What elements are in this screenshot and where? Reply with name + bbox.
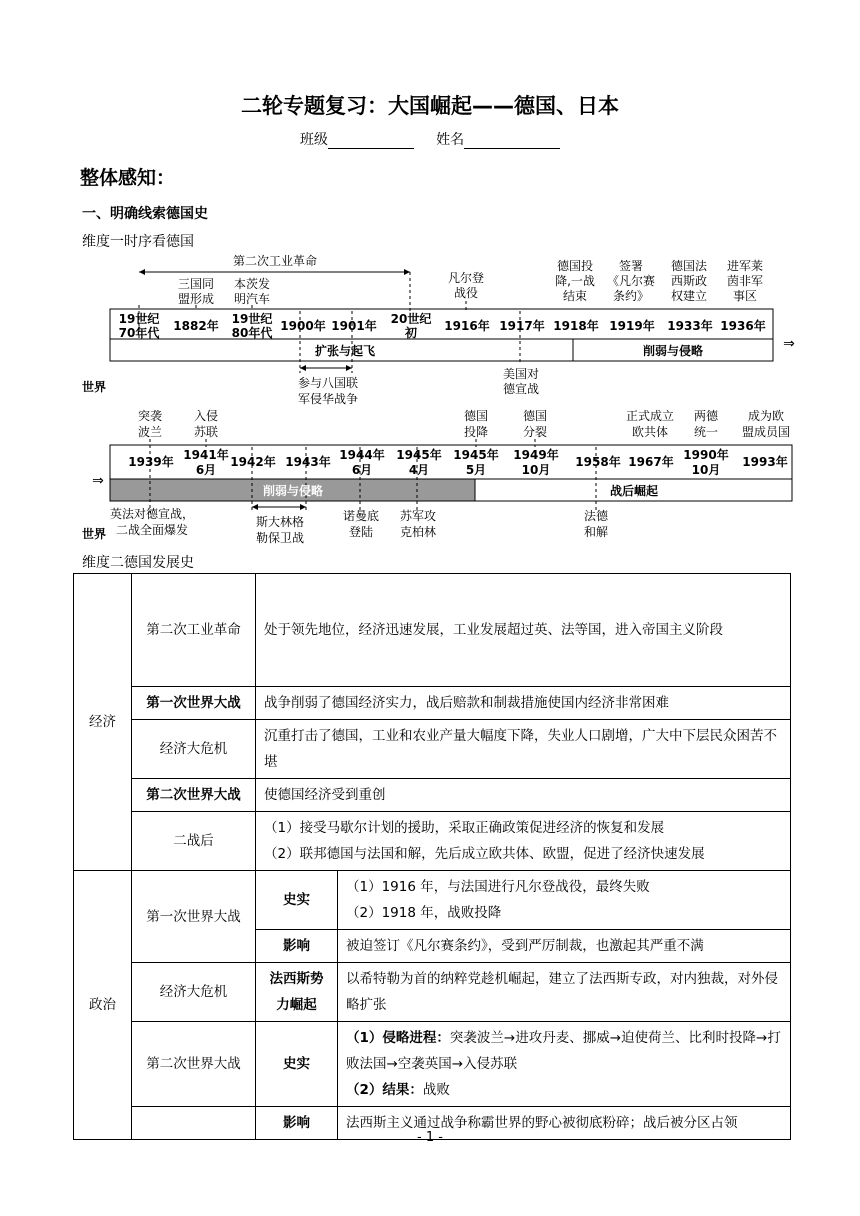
table-row — [74, 574, 791, 687]
content-cell: 战争削弱了德国经济实力，战后赔款和制裁措施使国内经济非常困难 — [256, 687, 791, 720]
date-label: 19世纪 — [231, 312, 273, 326]
dimension-one-heading: 维度一时序看德国 — [82, 234, 194, 250]
event-label: 突袭 — [137, 409, 163, 423]
date-label: 1917年 — [499, 319, 545, 333]
content-line: （1）接受马歇尔计划的援助，采取正确政策促进经济的恢复和发展 — [264, 820, 665, 836]
content-line-text: 战败 — [422, 1082, 450, 1098]
event-label: 签署 — [618, 259, 644, 273]
date-label: 1944年 — [339, 448, 385, 462]
table-row — [74, 1022, 791, 1107]
topic-cell: 第二次工业革命 — [132, 574, 256, 687]
content-cell: 使德国经济受到重创 — [256, 779, 791, 812]
content-line — [346, 1077, 782, 1103]
date-label: 1958年 — [575, 455, 621, 469]
timeline-germany-2 — [0, 405, 860, 555]
below-label: 勒保卫战 — [255, 531, 305, 545]
event-label: 苏联 — [193, 425, 219, 439]
page-number: - 1 - — [417, 1130, 443, 1145]
event-label: 本茨发 — [233, 277, 271, 291]
date-label: 1967年 — [628, 455, 674, 469]
below-label: 斯大林格 — [255, 515, 305, 529]
content-cell — [338, 1022, 791, 1107]
topic-cell: 第一次世界大战 — [132, 687, 256, 720]
event-label: 德国 — [463, 409, 489, 423]
date-label: 70年代 — [118, 326, 160, 340]
date-label: 10月 — [521, 463, 551, 477]
date-label: 1882年 — [173, 319, 219, 333]
world-label: 世界 — [82, 527, 107, 541]
content-cell: 处于领先地位，经济迅速发展，工业发展超过英、法等国，进入帝国主义阶段 — [256, 574, 791, 687]
sub-label-line: 力崛起 — [276, 997, 317, 1013]
date-label: 6月 — [195, 463, 217, 477]
event-label: 明汽车 — [233, 292, 271, 306]
topic-cell: 第二次世界大战 — [132, 1022, 256, 1107]
content-cell — [256, 812, 791, 871]
below-label: 德宣战 — [502, 382, 540, 396]
event-label: 欧共体 — [631, 425, 669, 439]
content-cell — [338, 871, 791, 930]
date-label: 1943年 — [285, 455, 331, 469]
date-label: 1945年 — [453, 448, 499, 462]
sub-label-line: 法西斯势 — [269, 971, 324, 987]
date-label: 20世纪 — [390, 312, 432, 326]
below-label: 诺曼底 — [342, 509, 380, 523]
sub-label-cell: 影响 — [256, 1107, 338, 1140]
below-label: 法德 — [583, 509, 609, 523]
arrow-right-icon — [300, 504, 306, 510]
date-label: 5月 — [465, 463, 487, 477]
event-label: 德国法 — [670, 259, 708, 273]
date-label: 19世纪 — [118, 312, 160, 326]
topic-cell: 二战后 — [132, 812, 256, 871]
event-label: 结束 — [562, 289, 588, 303]
date-label: 1936年 — [720, 319, 766, 333]
event-label: 盟成员国 — [741, 425, 791, 439]
name-blank — [464, 134, 560, 149]
below-label: 登陆 — [348, 525, 374, 539]
content-cell: 沉重打击了德国，工业和农业产量大幅度下降，失业人口剧增，广大中下层民众困苦不堪 — [256, 720, 791, 779]
below-label: 英法对德宣战， — [109, 507, 195, 521]
dimension-two-heading: 维度二德国发展史 — [82, 555, 194, 571]
table-row — [74, 687, 791, 720]
class-label: 班级 — [299, 132, 328, 148]
below-label: 参与八国联 — [297, 376, 359, 390]
below-label: 克柏林 — [399, 525, 437, 539]
event-label: 入侵 — [193, 409, 219, 423]
event-label: 德国投 — [556, 259, 594, 273]
event-label: 进军莱 — [726, 259, 764, 273]
stage-expand-label: 扩张与起飞 — [314, 344, 376, 358]
date-label: 1945年 — [396, 448, 442, 462]
event-label: 《凡尔赛 — [606, 274, 656, 288]
event-label: 三国同 — [177, 277, 215, 291]
arrow-right-icon: ⇒ — [783, 336, 795, 352]
event-label: 战役 — [453, 286, 479, 300]
event-label: 波兰 — [137, 425, 163, 439]
content-line-label: （2）结果： — [346, 1082, 423, 1098]
table-row — [74, 779, 791, 812]
event-label: 权建立 — [670, 289, 708, 303]
sub-label-cell: 史实 — [256, 871, 338, 930]
below-label: 二战全面爆发 — [115, 523, 189, 537]
event-label: 两德 — [693, 409, 719, 423]
content-cell: 被迫签订《凡尔赛条约》，受到严厉制裁，也激起其严重不满 — [338, 930, 791, 963]
date-label: 初 — [404, 326, 418, 340]
event-label: 成为欧 — [747, 409, 785, 423]
topic-cell: 经济大危机 — [132, 720, 256, 779]
section-heading: 整体感知： — [80, 167, 176, 189]
event-label: 正式成立 — [625, 409, 675, 423]
event-label: 茵非军 — [726, 274, 764, 288]
event-label: 统一 — [693, 425, 719, 439]
date-label: 80年代 — [231, 326, 273, 340]
date-label: 1990年 — [683, 448, 729, 462]
content-cell: 以希特勒为首的纳粹党趁机崛起，建立了法西斯专政，对内独裁，对外侵略扩张 — [338, 963, 791, 1022]
sub-label-cell — [256, 963, 338, 1022]
date-label: 4月 — [408, 463, 430, 477]
content-line: （2）1918 年，战败投降 — [346, 905, 502, 921]
event-label: 条约》 — [612, 289, 650, 303]
stage-rise-label: 战后崛起 — [609, 484, 659, 498]
below-label: 苏军攻 — [399, 509, 437, 523]
date-label: 1939年 — [128, 455, 174, 469]
date-label: 10月 — [691, 463, 721, 477]
topic-cell: 第一次世界大战 — [132, 871, 256, 963]
date-label: 1919年 — [609, 319, 655, 333]
timeline-germany-1 — [0, 245, 860, 415]
table-row — [74, 720, 791, 779]
event-label: 盟形成 — [177, 292, 215, 306]
table-row — [74, 963, 791, 1022]
germany-development-table — [73, 573, 791, 1140]
stage-weaken-label: 削弱与侵略 — [262, 484, 324, 498]
date-label: 1949年 — [513, 448, 559, 462]
table-row — [74, 871, 791, 930]
event-label: 西斯政 — [670, 274, 708, 288]
page-title: 二轮专题复习：大国崛起——德国、日本 — [241, 94, 619, 118]
category-economy: 经济 — [74, 574, 132, 871]
name-class-line — [0, 129, 860, 149]
arrow-right-icon — [404, 269, 410, 275]
arrow-left-icon — [139, 269, 145, 275]
content-line: （2）联邦德国与法国和解，先后成立欧共体、欧盟，促进了经济快速发展 — [264, 846, 705, 862]
content-line: （1）1916 年，与法国进行凡尔登战役，最终失败 — [346, 879, 650, 895]
event-label: 凡尔登 — [447, 271, 485, 285]
industrial-revolution-label: 第二次工业革命 — [232, 254, 318, 268]
stage-weaken-label: 削弱与侵略 — [642, 344, 704, 358]
class-blank — [328, 134, 414, 149]
below-label: 和解 — [583, 525, 609, 539]
sub-heading: 一、明确线索德国史 — [82, 206, 208, 222]
date-label: 1933年 — [667, 319, 713, 333]
content-line — [346, 1025, 782, 1077]
sub-label-cell: 史实 — [256, 1022, 338, 1107]
content-line-label: （1）侵略进程： — [346, 1030, 450, 1046]
table-row — [74, 812, 791, 871]
date-label: 1900年 — [280, 319, 326, 333]
event-label: 事区 — [732, 289, 758, 303]
date-label: 1916年 — [444, 319, 490, 333]
content-line-text: 突袭波兰→进攻丹麦、挪威→迫使荷兰、比利时投降→打败法国→空袭英国→入侵苏联 — [346, 1030, 781, 1072]
world-label: 世界 — [82, 380, 107, 394]
event-label: 降,一战 — [555, 274, 595, 288]
date-label: 1942年 — [230, 455, 276, 469]
topic-cell: 第二次世界大战 — [132, 779, 256, 812]
category-politics: 政治 — [74, 871, 132, 1140]
arrow-left-icon — [300, 365, 306, 371]
below-label: 军侵华战争 — [297, 392, 359, 406]
topic-cell: 经济大危机 — [132, 963, 256, 1022]
arrow-right-icon — [346, 365, 352, 371]
date-label: 6月 — [351, 463, 373, 477]
date-label: 1901年 — [331, 319, 377, 333]
content-cell: 法西斯主义通过战争称霸世界的野心被彻底粉碎；战后被分区占领 — [338, 1107, 791, 1140]
name-label: 姓名 — [436, 132, 465, 148]
below-label: 美国对 — [502, 367, 540, 381]
event-label: 德国 — [522, 409, 548, 423]
sub-label-cell: 影响 — [256, 930, 338, 963]
event-label: 分裂 — [522, 425, 548, 439]
date-label: 1993年 — [742, 455, 788, 469]
event-label: 投降 — [463, 425, 489, 439]
arrow-right-icon: ⇒ — [92, 473, 104, 489]
date-label: 1918年 — [553, 319, 599, 333]
arrow-left-icon — [252, 504, 258, 510]
date-label: 1941年 — [183, 448, 229, 462]
